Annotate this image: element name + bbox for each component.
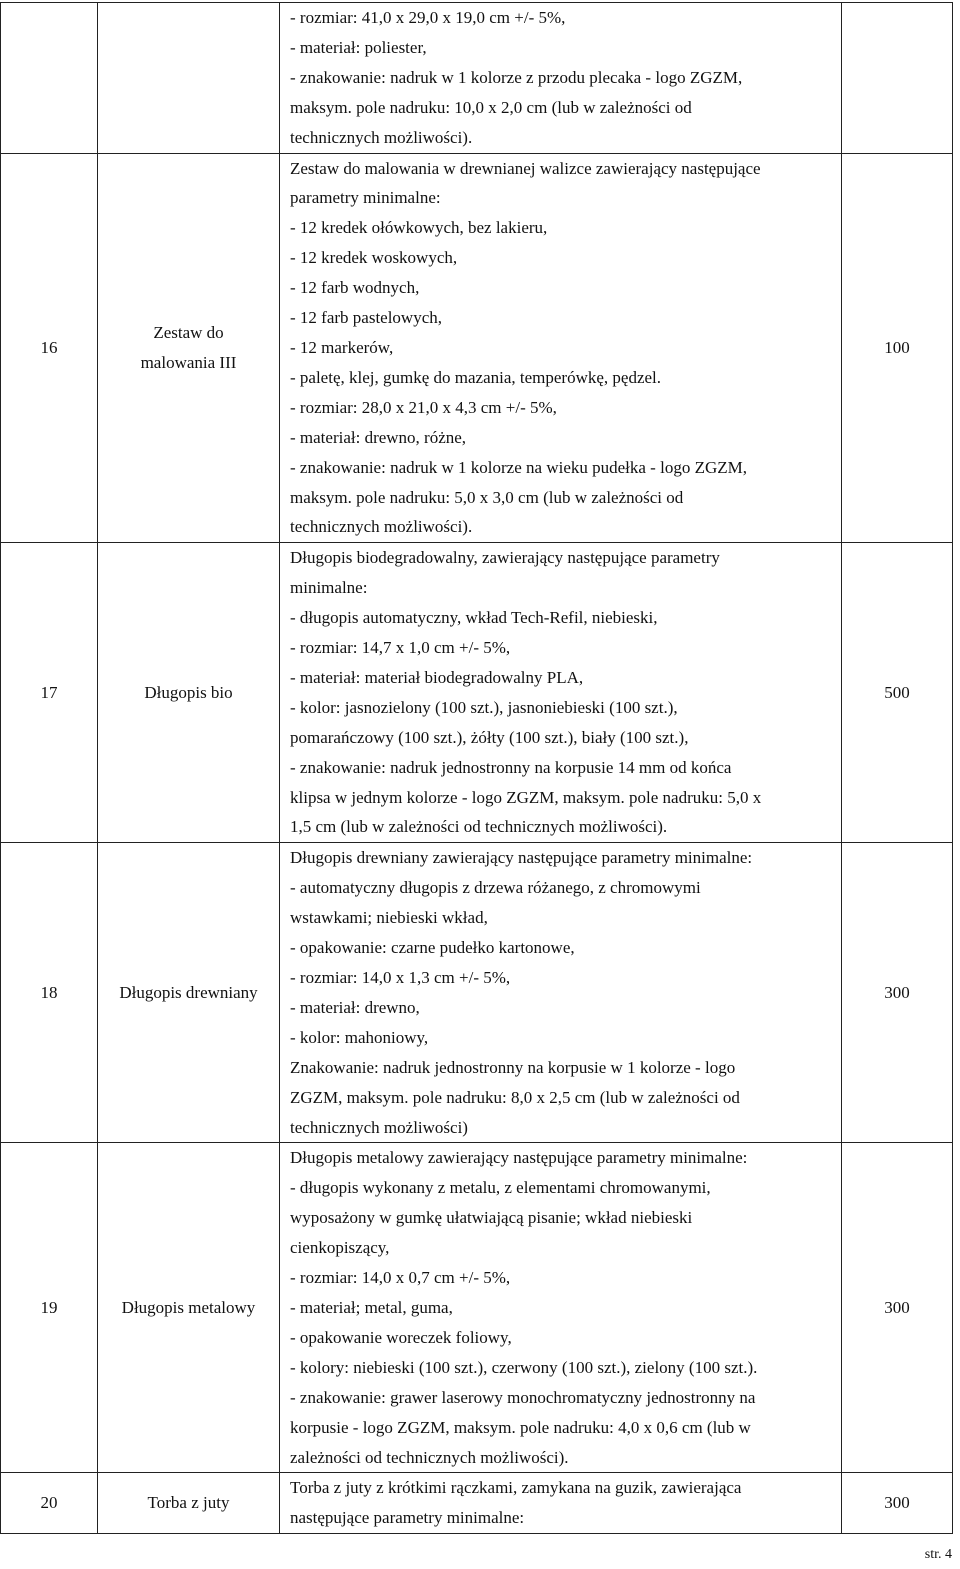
item-name-line: Zestaw do bbox=[153, 323, 224, 343]
description-line: - materiał; metal, guma, bbox=[290, 1297, 453, 1317]
item-name bbox=[98, 1473, 280, 1534]
description-line: - kolor: jasnozielony (100 szt.), jasnoniebieski (100 szt.), bbox=[290, 697, 678, 717]
item-quantity: 100 bbox=[842, 153, 953, 543]
item-name bbox=[98, 1143, 280, 1473]
item-number: 20 bbox=[1, 1473, 98, 1534]
table-row bbox=[1, 153, 953, 543]
item-name-line: malowania III bbox=[140, 352, 237, 372]
description-line: - materiał: drewno, bbox=[290, 997, 420, 1017]
description-line: - znakowanie: nadruk jednostronny na korpusie 14 mm od końca bbox=[290, 757, 732, 777]
description-line: - 12 kredek ołówkowych, bez lakieru, bbox=[290, 218, 548, 238]
description-line: następujące parametry minimalne: bbox=[290, 1508, 525, 1528]
description-line: - 12 farb pastelowych, bbox=[290, 308, 443, 328]
description-line: technicznych możliwości) bbox=[290, 1117, 468, 1137]
item-number: 19 bbox=[1, 1143, 98, 1473]
item-number bbox=[1, 3, 98, 154]
description-line: pomarańczowy (100 szt.), żółty (100 szt.), biały (100 szt.), bbox=[290, 727, 689, 747]
item-number: 17 bbox=[1, 543, 98, 843]
description-line: - rozmiar: 14,7 x 1,0 cm +/- 5%, bbox=[290, 638, 511, 658]
description-line: - długopis automatyczny, wkład Tech-Refil, niebieski, bbox=[290, 608, 658, 628]
description-line: technicznych możliwości). bbox=[290, 517, 473, 537]
description-line: 1,5 cm (lub w zależności od technicznych możliwości). bbox=[290, 817, 668, 837]
page-number: str. 4 bbox=[924, 1547, 952, 1562]
description-line: Długopis biodegradowalny, zawierający następujące parametry bbox=[290, 548, 720, 568]
description-line: zależności od technicznych możliwości). bbox=[290, 1447, 569, 1467]
description-line: - rozmiar: 14,0 x 1,3 cm +/- 5%, bbox=[290, 968, 511, 987]
item-number: 18 bbox=[1, 843, 98, 1143]
description-line: - 12 markerów, bbox=[290, 337, 394, 357]
item-quantity bbox=[842, 3, 953, 154]
description-line: - paletę, klej, gumkę do mazania, temperówkę, pędzel. bbox=[290, 367, 662, 387]
description-line: wyposażony w gumkę ułatwiającą pisanie; wkład niebieski bbox=[290, 1208, 693, 1228]
description-line: - rozmiar: 41,0 x 29,0 x 19,0 cm +/- 5%, bbox=[290, 8, 566, 27]
description-line: Torba z juty z krótkimi rączkami, zamykana na guzik, zawierająca bbox=[290, 1478, 742, 1498]
item-name bbox=[98, 543, 280, 843]
item-description bbox=[280, 1473, 842, 1534]
item-description bbox=[280, 843, 842, 1143]
description-line: - 12 kredek woskowych, bbox=[290, 248, 458, 268]
description-line: minimalne: bbox=[290, 578, 368, 598]
item-name-line: Długopis drewniany bbox=[119, 982, 258, 1002]
item-description bbox=[280, 3, 842, 154]
description-line: - znakowanie: nadruk w 1 kolorze z przodu plecaka - logo ZGZM, bbox=[290, 67, 743, 87]
description-line: - automatyczny długopis z drzewa różanego, z chromowymi bbox=[290, 878, 701, 898]
description-line: - długopis wykonany z metalu, z elementami chromowanymi, bbox=[290, 1178, 711, 1198]
description-line: technicznych możliwości). bbox=[290, 127, 473, 147]
description-line: Zestaw do malowania w drewnianej walizce zawierający następujące bbox=[290, 158, 761, 178]
description-line: - znakowanie: nadruk w 1 kolorze na wieku pudełka - logo ZGZM, bbox=[290, 457, 747, 477]
item-description bbox=[280, 153, 842, 543]
item-quantity: 500 bbox=[842, 543, 953, 843]
description-line: ZGZM, maksym. pole nadruku: 8,0 x 2,5 cm (lub w zależności od bbox=[290, 1087, 740, 1107]
item-quantity: 300 bbox=[842, 1143, 953, 1473]
description-line: - opakowanie: czarne pudełko kartonowe, bbox=[290, 938, 575, 958]
description-line: - 12 farb wodnych, bbox=[290, 278, 420, 298]
table-row bbox=[1, 1143, 953, 1473]
table-row bbox=[1, 1473, 953, 1534]
item-number: 16 bbox=[1, 153, 98, 543]
description-line: - kolor: mahoniowy, bbox=[290, 1027, 429, 1047]
description-line: klipsa w jednym kolorze - logo ZGZM, maksym. pole nadruku: 5,0 x bbox=[290, 787, 762, 807]
description-line: wstawkami; niebieski wkład, bbox=[290, 908, 488, 928]
item-name bbox=[98, 153, 280, 543]
description-line: maksym. pole nadruku: 10,0 x 2,0 cm (lub w zależności od bbox=[290, 97, 692, 117]
description-line: - rozmiar: 28,0 x 21,0 x 4,3 cm +/- 5%, bbox=[290, 397, 557, 417]
description-line: - kolory: niebieski (100 szt.), czerwony (100 szt.), zielony (100 szt.). bbox=[290, 1357, 758, 1377]
item-name bbox=[98, 843, 280, 1143]
item-name-line: Długopis metalowy bbox=[121, 1297, 256, 1317]
item-quantity: 300 bbox=[842, 843, 953, 1143]
description-line: - rozmiar: 14,0 x 0,7 cm +/- 5%, bbox=[290, 1268, 511, 1288]
description-line: - opakowanie woreczek foliowy, bbox=[290, 1327, 512, 1347]
item-name bbox=[98, 3, 280, 154]
description-line: - materiał: drewno, różne, bbox=[290, 427, 467, 447]
description-line: parametry minimalne: bbox=[290, 188, 441, 208]
description-line: korpusie - logo ZGZM, maksym. pole nadruku: 4,0 x 0,6 cm (lub w bbox=[290, 1417, 751, 1437]
item-description bbox=[280, 543, 842, 843]
item-name-line: Torba z juty bbox=[147, 1493, 230, 1513]
table-row bbox=[1, 843, 953, 1143]
item-description bbox=[280, 1143, 842, 1473]
specification-table-body bbox=[1, 3, 953, 1534]
item-quantity: 300 bbox=[842, 1473, 953, 1534]
description-line: Długopis drewniany zawierający następujące parametry minimalne: bbox=[290, 848, 753, 868]
specification-table bbox=[0, 2, 953, 1534]
table-row bbox=[1, 3, 953, 154]
description-line: - znakowanie: grawer laserowy monochromatyczny jednostronny na bbox=[290, 1387, 756, 1407]
item-name-line: Długopis bio bbox=[144, 682, 233, 702]
description-line: cienkopiszący, bbox=[290, 1238, 390, 1258]
description-line: Długopis metalowy zawierający następujące parametry minimalne: bbox=[290, 1148, 748, 1168]
table-row bbox=[1, 543, 953, 843]
description-line: - materiał: poliester, bbox=[290, 37, 427, 57]
description-line: Znakowanie: nadruk jednostronny na korpusie w 1 kolorze - logo bbox=[290, 1057, 736, 1077]
description-line: - materiał: materiał biodegradowalny PLA, bbox=[290, 667, 584, 687]
description-line: maksym. pole nadruku: 5,0 x 3,0 cm (lub w zależności od bbox=[290, 487, 684, 507]
